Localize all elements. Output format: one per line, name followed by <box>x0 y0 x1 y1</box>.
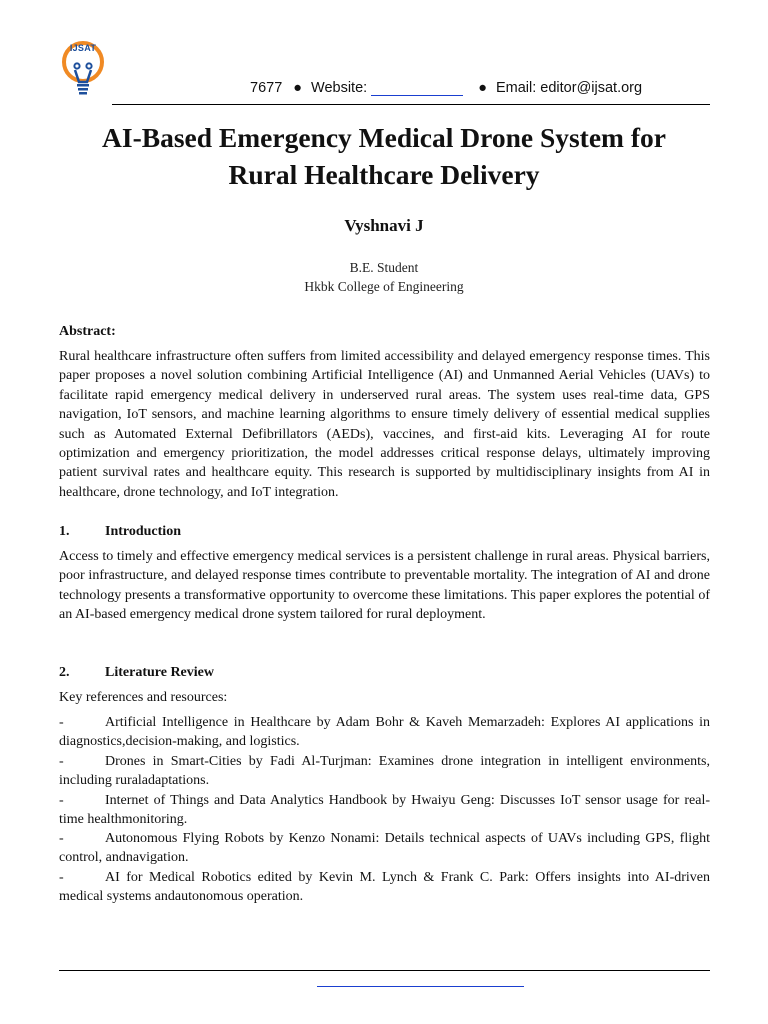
section-title: Literature Review <box>105 665 214 680</box>
list-dash: - <box>59 831 64 846</box>
paper-title-line1: AI-Based Emergency Medical Drone System for <box>102 122 666 153</box>
reference-text: Drones in Smart-Cities by Fadi Al-Turjman: Examines drone integration in intelligent environments, including ruraladaptations. <box>59 754 710 789</box>
section-heading-introduction <box>59 524 181 540</box>
logo-text: IJSAT <box>69 43 97 53</box>
issn-fragment: 7677 <box>250 80 283 96</box>
reference-text: Internet of Things and Data Analytics Handbook by Hwaiyu Geng: Discusses IoT sensor usage for real-time healthmonitoring. <box>59 793 710 828</box>
reference-text: AI for Medical Robotics edited by Kevin M. Lynch & Frank C. Park: Offers insights into AI-driven medical systems andautonomous operation. <box>59 870 710 905</box>
section-title: Introduction <box>105 524 181 539</box>
list-dash: - <box>59 793 64 808</box>
paper-title-line2: Rural Healthcare Delivery <box>228 159 540 190</box>
author-institution: Hkbk College of Engineering <box>304 279 464 294</box>
section-heading-literature-review <box>59 665 214 681</box>
section-number: 2. <box>59 665 70 680</box>
journal-header-info <box>250 80 642 96</box>
author-role: B.E. Student <box>349 260 419 275</box>
abstract-text: Rural healthcare infrastructure often suffers from limited accessibility and delayed emergency response times. This paper proposes a novel solution combining Artificial Intelligence (AI) and Unmanned Aerial Vehicles (UAVs) to facilitate rapid emergency medical delivery in underserved rural areas. The system uses real-time data, GPS navigation, IoT sensors, and machine learning algorithms to ensure timely delivery of essential medical supplies such as Automated External Defibrillators (AEDs), vaccines, and first-aid kits. Leveraging AI for route optimization and emergency prioritization, the model addresses critical response delays, ultimately improving patient survival rates and healthcare equity. This research is supported by multidisciplinary insights from AI in healthcare, drone technology, and IoT integration. <box>59 349 710 500</box>
email-label: Email: editor@ijsat.org <box>495 80 643 96</box>
reference-item <box>59 713 710 752</box>
bullet-icon: ● <box>478 80 487 96</box>
abstract-heading: Abstract: <box>59 324 116 339</box>
introduction-text: Access to timely and effective emergency medical services is a persistent challenge in rural areas. Physical barriers, poor infrastructure, and delayed response times contribute to preventable mortality. The integration of AI and drone technology presents a transformative opportunity to overcome these limitations. This paper explores the potential of an AI-based emergency medical drone system tailored for rural deployment. <box>59 549 710 623</box>
list-dash: - <box>59 754 64 769</box>
list-dash: - <box>59 870 64 885</box>
reference-item <box>59 868 710 907</box>
author-name: Vyshnavi J <box>344 216 424 235</box>
reference-item <box>59 829 710 868</box>
reference-text: Artificial Intelligence in Healthcare by Adam Bohr & Kaveh Memarzadeh: Explores AI applications in diagnostics,decision-making, and logistics. <box>59 715 710 750</box>
reference-item <box>59 752 710 791</box>
reference-text: Autonomous Flying Robots by Kenzo Nonami: Details technical aspects of UAVs including GPS, flight control, andnavigation. <box>59 831 710 866</box>
list-dash: - <box>59 715 64 730</box>
reference-item <box>59 791 710 830</box>
section-number: 1. <box>59 524 70 539</box>
bullet-icon: ● <box>293 80 303 96</box>
website-link[interactable] <box>371 81 463 96</box>
website-label: Website: <box>311 80 368 96</box>
footer-divider <box>59 970 710 971</box>
header-divider <box>112 104 710 105</box>
literature-intro: Key references and resources: <box>59 690 228 705</box>
footer-link[interactable] <box>317 986 524 987</box>
